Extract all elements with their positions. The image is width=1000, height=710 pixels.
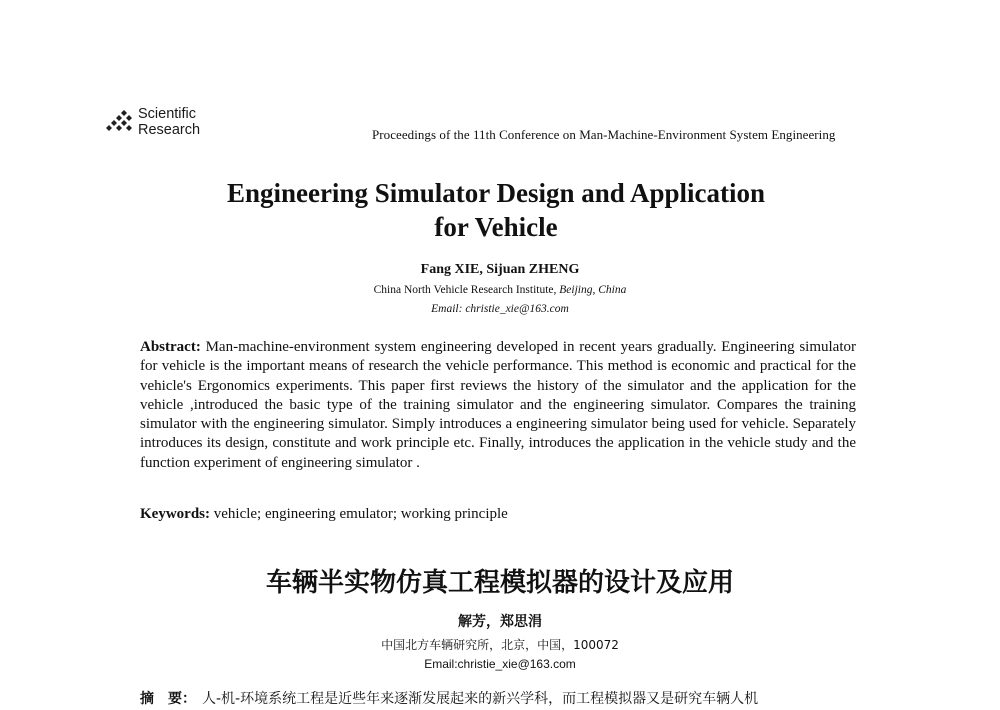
chinese-title: 车辆半实物仿真工程模拟器的设计及应用 — [265, 568, 734, 598]
abstract-text: Man-machine-environment system engineering developed in recent years gradually. Engineering simulator for vehicle is the important means of research the vehicle performance. This method is economic and practical for the vehicle's Ergonomics experiments. This paper first reviews the history of the simulator and the application for the vehicle ,introduced the basic type of the training simulator and the engineering simulator. Compares the training simulator with the engineering simulator. Simply introduces a engineering simulator being used for vehicle. Separately introduces its design, constitute and work principle etc. Finally, introduces the application in the vehicle study and the function experiment of engineering simulator . — [140, 339, 857, 471]
logo-line-2: Research — [138, 122, 201, 138]
proceedings-header: Proceedings of the 11th Conference on Man-Machine-Environment System Engineering — [372, 127, 836, 142]
chinese-authors: 解芳，郑思涓 — [458, 614, 542, 630]
logo-line-1: Scientific — [138, 106, 197, 122]
authors: Fang XIE, Sijuan ZHENG — [420, 262, 580, 277]
chinese-email: Email:christie_xie@163.com — [424, 657, 576, 671]
paper-title — [120, 176, 872, 244]
chinese-abstract-text: 人-机-环境系统工程是近些年来逐渐发展起来的新兴学科，而工程模拟器又是研究车辆人机 — [202, 691, 759, 707]
chinese-abstract — [140, 688, 860, 708]
abstract — [140, 338, 856, 473]
keywords-text: vehicle; engineering emulator; working principle — [213, 506, 508, 522]
keywords-label: Keywords: — [140, 506, 210, 522]
logo-text — [138, 106, 200, 138]
scientific-research-logo-icon — [106, 107, 136, 137]
abstract-label: Abstract: — [140, 339, 201, 355]
author-email: Email: christie_xie@163.com — [431, 303, 569, 315]
title-line-2: for Vehicle — [434, 212, 558, 242]
publisher-logo — [106, 106, 200, 138]
affiliation — [0, 284, 1000, 296]
chinese-abstract-label: 摘 要： — [140, 691, 196, 707]
affiliation-location: Beijing, China — [559, 284, 627, 296]
title-line-1: Engineering Simulator Design and Application — [226, 178, 766, 208]
chinese-affiliation: 中国北方车辆研究所，北京，中国，100072 — [381, 638, 619, 652]
keywords — [140, 506, 508, 523]
affiliation-institute: China North Vehicle Research Institute, — [373, 284, 560, 296]
